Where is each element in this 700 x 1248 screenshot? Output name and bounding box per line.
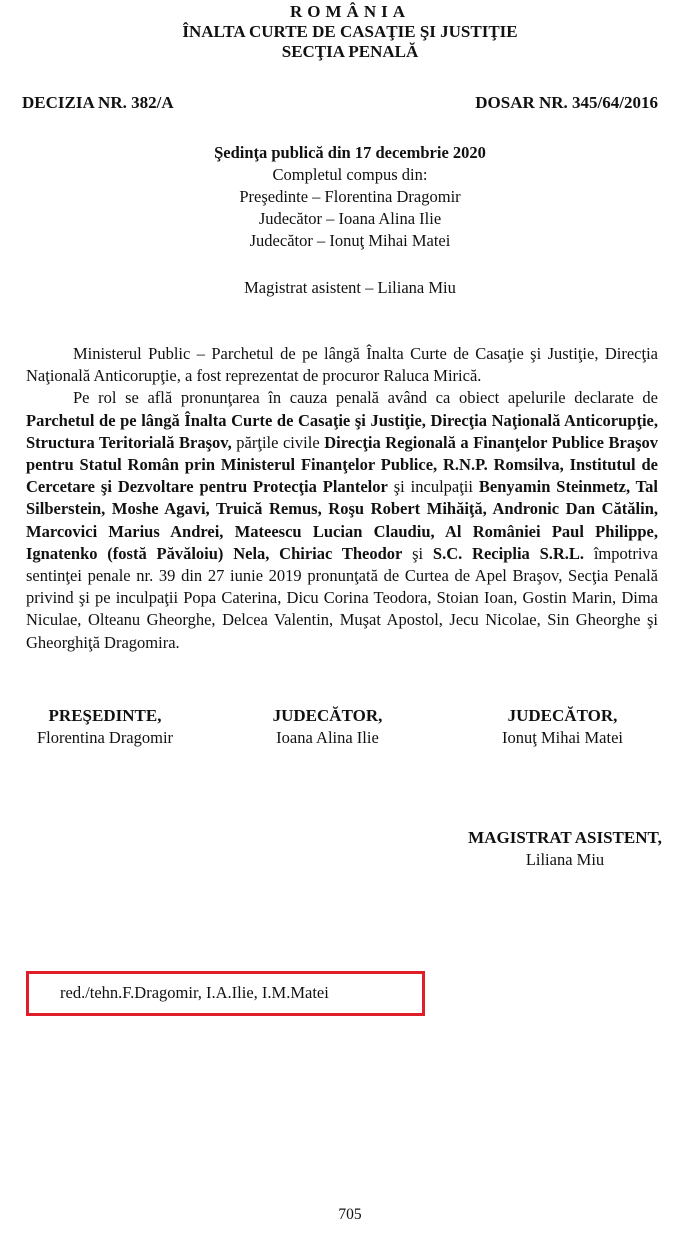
decision-row [22, 93, 658, 113]
panel-intro: Completul compus din: [272, 165, 428, 184]
redaction-note: red./tehn.F.Dragomir, I.A.Ilie, I.M.Matei [60, 983, 329, 1002]
case-prosecutor-bold: Parchetul de pe lângă Înalta Curte de Casaţie şi Justiţie, Direcţia Naţională Anticorupţie, Structura Teritorială Braşov, [26, 410, 658, 452]
signature-president-name: Florentina Dragomir [36, 728, 174, 747]
document-body [26, 343, 658, 654]
case-text-4: şi [402, 543, 433, 563]
case-text-1: Pe rol se află pronunţarea în cauza penală având ca obiect apelurile declarate de [73, 388, 658, 408]
header-section: SECŢIA PENALĂ [281, 42, 419, 61]
case-text-3: şi inculpaţii [387, 477, 479, 497]
case-text-2: părţile civile [231, 432, 325, 452]
signature-judge-1 [225, 705, 430, 749]
signature-president [0, 705, 210, 749]
case-company-bold: S.C. Reciplia S.R.L. [432, 543, 585, 563]
session-title: Şedinţa publică din 17 decembrie 2020 [214, 143, 486, 162]
signature-president-role: PREŞEDINTE, [48, 706, 162, 725]
decision-number: DECIZIA NR. 382/A [22, 93, 174, 112]
case-text-5: împotriva sentinţei penale nr. 39 din 27 iunie 2019 pronunţată de Curtea de Apel Braşov, Secţia Penală privind şi pe inculpaţii Popa Caterina, Dicu Corina Teodora, Stoian Ioan, Gostin Marin, Dima Niculae, Olteanu Gheorghe, Delcea Valentin, Muşat Apostol, Jecu Nicolae, Sin Gheorghe şi Gheorghiţă Dragomira. [26, 543, 659, 652]
signature-judge-2-name: Ionuţ Mihai Matei [502, 728, 623, 747]
paragraph-prosecutor: Ministerul Public – Parchetul de pe lângă Înalta Curte de Casaţie şi Justiţie, Direcţia Naţională Anticorupţie, a fost reprezentat de procuror Raluca Mirică. [26, 344, 658, 386]
page-number: 705 [338, 1206, 362, 1223]
signature-judge-2 [460, 705, 665, 749]
panel-judge-1: Judecător – Ioana Alina Ilie [258, 209, 442, 228]
signature-assistant [432, 827, 698, 871]
header-court: ÎNALTA CURTE DE CASAŢIE ŞI JUSTIŢIE [182, 22, 518, 41]
panel-judge-2: Judecător – Ionuţ Mihai Matei [249, 231, 451, 250]
case-defendants-bold: Benyamin Steinmetz, Tal Silberstein, Moshe Agavi, Truică Remus, Roşu Robert Mihăiţă, Andronic Dan Cătălin, Marcovici Marius Andrei, Mateescu Lucian Claudiu, Al României Paul Philippe, Ignatenko (fostă Păvăloiu) Nela, Chiriac Theodor [26, 477, 659, 563]
signature-assistant-role: MAGISTRAT ASISTENT, [468, 828, 662, 847]
signature-judge-2-role: JUDECĂTOR, [507, 706, 618, 725]
file-number: DOSAR NR. 345/64/2016 [475, 93, 658, 112]
signature-judge-1-name: Ioana Alina Ilie [276, 728, 379, 747]
case-civil-parties-bold: Direcţia Regională a Finanţelor Publice Braşov pentru Statul Român prin Ministerul Finanţelor Publice, R.N.P. Romsilva, Institutul de Cercetare şi Dezvoltare pentru Protecţia Plantelor [26, 432, 659, 497]
header-country: ROMÂNIA [290, 2, 410, 21]
panel-president: Preşedinte – Florentina Dragomir [239, 187, 461, 206]
paragraph-case [26, 387, 658, 653]
signature-judge-1-role: JUDECĂTOR, [272, 706, 383, 725]
signature-assistant-name: Liliana Miu [525, 850, 605, 869]
panel-assistant: Magistrat asistent – Liliana Miu [244, 278, 456, 297]
